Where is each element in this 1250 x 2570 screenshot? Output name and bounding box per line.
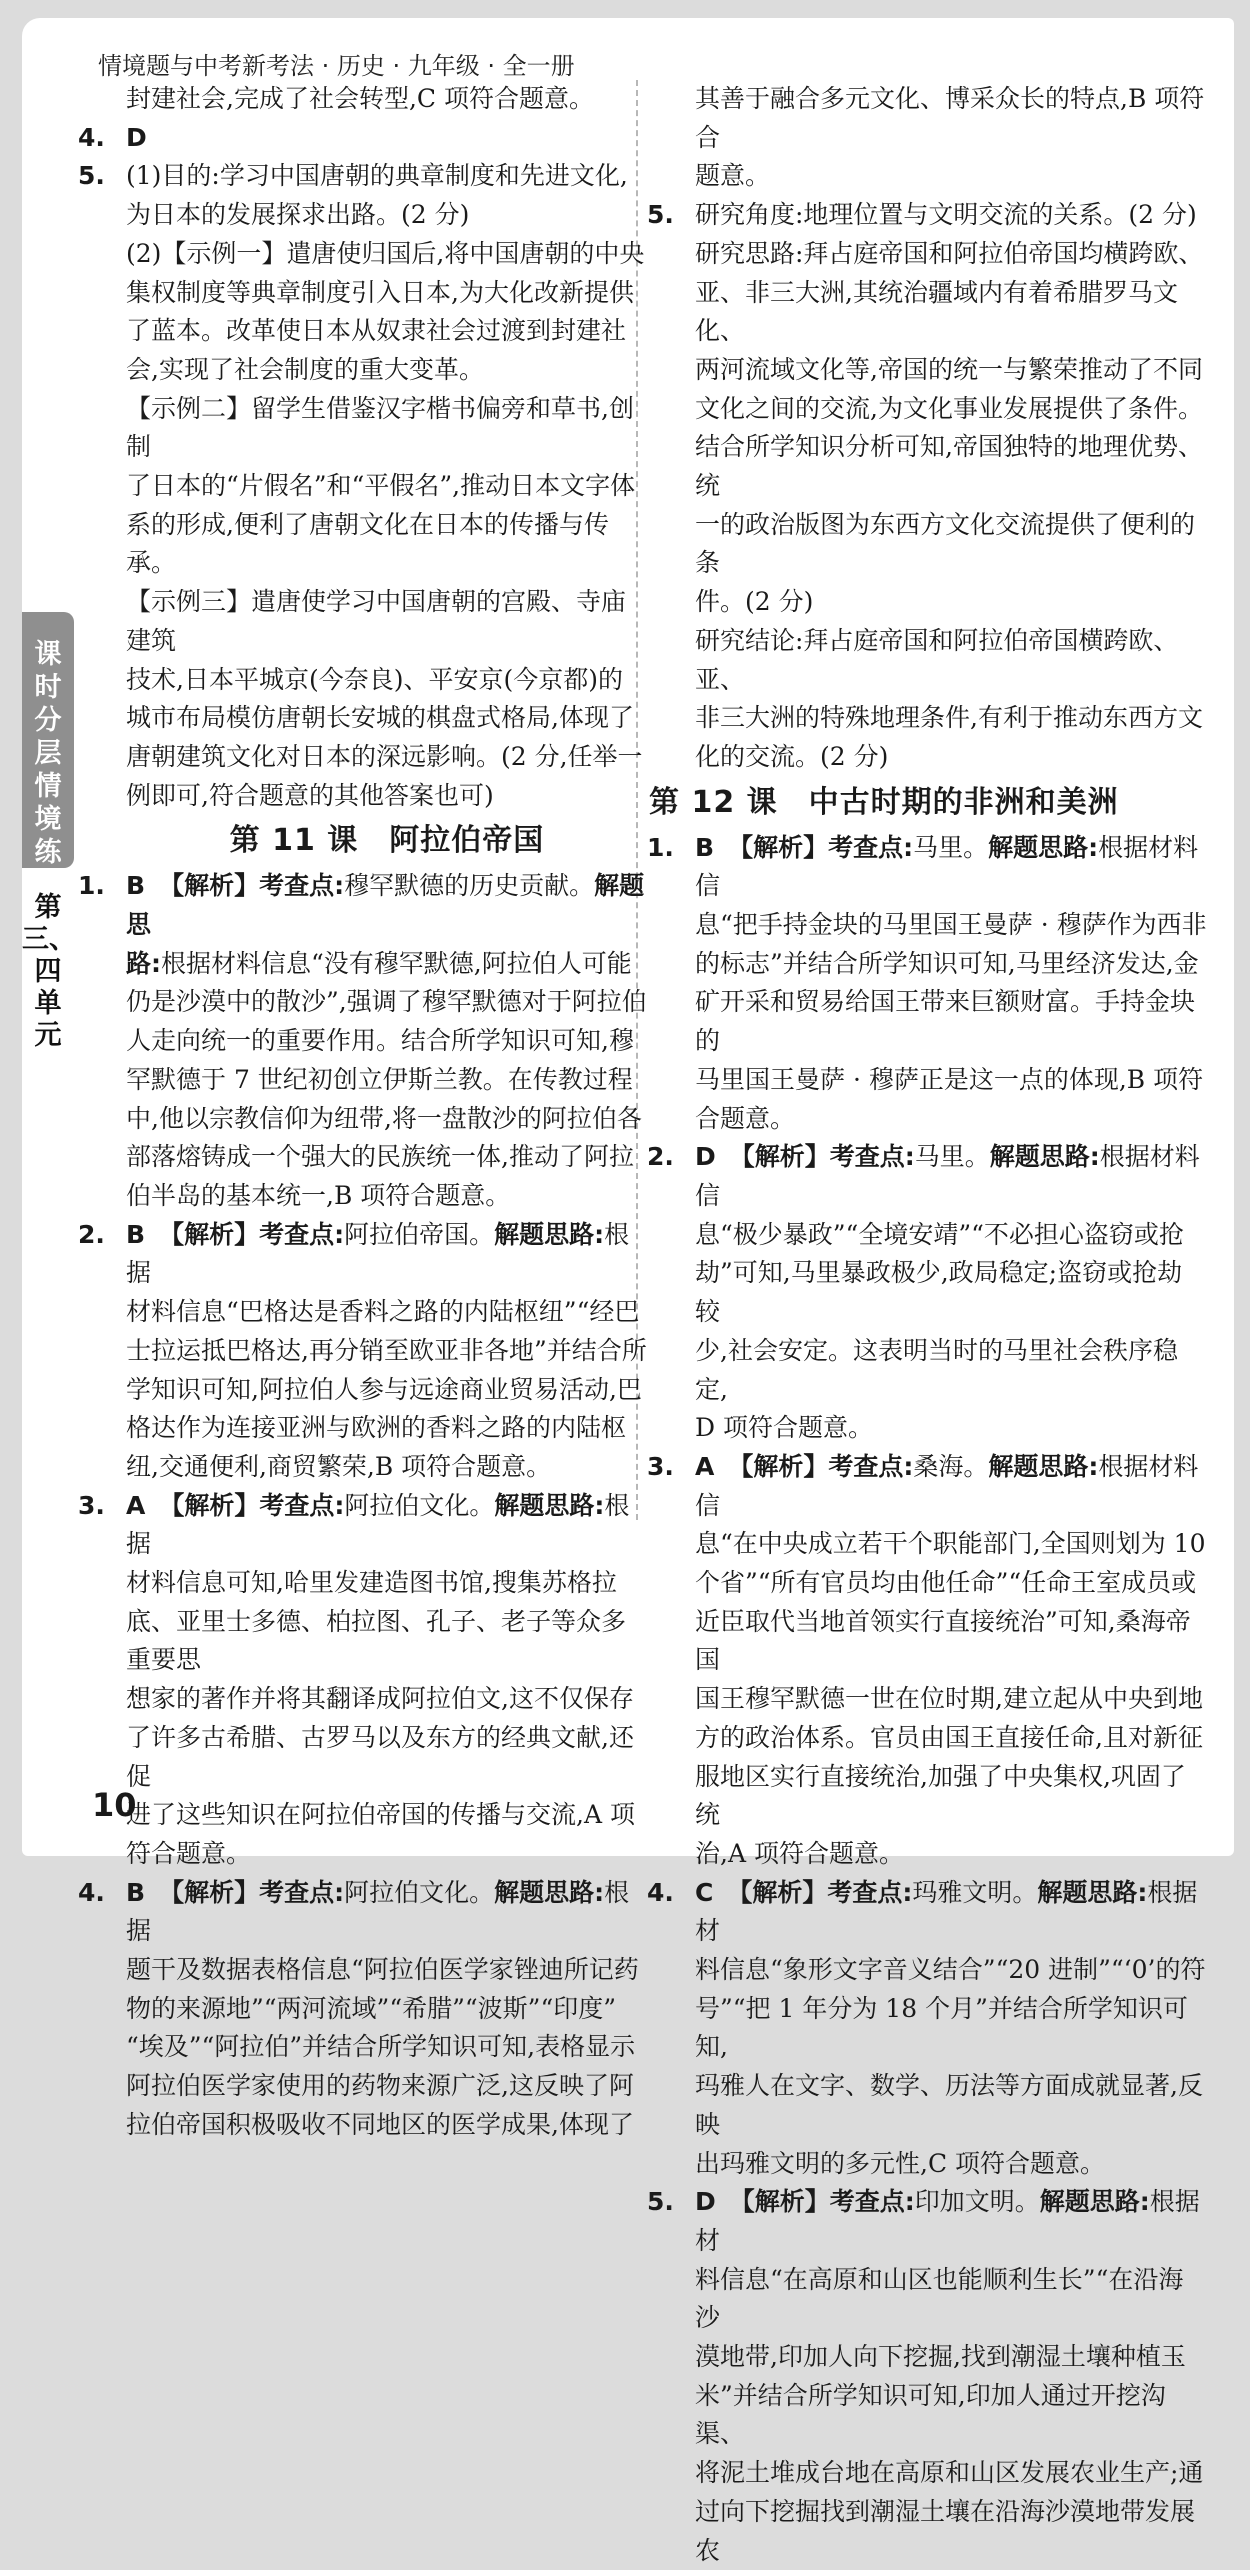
key-label: 解题思 (126, 871, 645, 940)
text-line: 出玛雅文明的多元性,C 项符合题意。 (695, 2148, 1106, 2178)
page-number: 10 (92, 1786, 137, 1824)
text-line: 底、亚里士多德、柏拉图、孔子、老子等众多重要思 (126, 1606, 627, 1675)
text-line: 研究角度:地理位置与文明交流的关系。(2 分) (695, 200, 1197, 230)
lesson-title: 第 12 课 中古时期的非洲和美洲 (649, 784, 1119, 820)
analysis-tag: 【解析】 (159, 1219, 260, 1249)
analysis-tag: 【解析】 (728, 832, 829, 862)
text-line: 结合所学知识分析可知,帝国独特的地理优势、统 (695, 432, 1203, 501)
text-line: 封建社会,完成了社会转型,C 项符合题意。 (126, 84, 594, 113)
text-line: 人走向统一的重要作用。结合所学知识可知,穆 (126, 1026, 634, 1056)
text-line: 研究结论:拜占庭帝国和阿拉伯帝国横跨欧、亚、 (695, 625, 1179, 694)
answer-item (647, 829, 1207, 1139)
key-label: 考查点: (259, 1219, 345, 1249)
text-line: 息“在中央成立若干个职能部门,全国则划为 10 (695, 1529, 1206, 1559)
analysis-tag: 【解析】 (727, 1877, 828, 1907)
answer-choice: C (695, 1877, 714, 1907)
key-point: 桑海。 (913, 1451, 989, 1481)
lesson-title: 第 11 课 阿拉伯帝国 (229, 823, 545, 859)
analysis-tag: 【解析】 (729, 1142, 830, 1172)
item-number: 5. (78, 161, 105, 191)
text-line: 号”“把 1 年分为 18 个月”并结合所学知识可知, (695, 1993, 1188, 2062)
text-line: 件。(2 分) (695, 587, 814, 617)
text-line: 的标志”并结合所学知识可知,马里经济发达,金 (695, 948, 1199, 978)
analysis-tag: 【解析】 (729, 2187, 830, 2217)
text-span: 根据材 (695, 1877, 1198, 1946)
left-column (78, 80, 648, 2145)
text-line: 近臣取代当地首领实行直接统治”可知,桑海帝国 (695, 1606, 1191, 1675)
text-line: 马里国王曼萨 · 穆萨正是这一点的体现,B 项符 (695, 1064, 1204, 1094)
key-label: 考查点: (259, 1490, 345, 1520)
text-line: 一的政治版图为东西方文化交流提供了便利的条 (695, 509, 1196, 578)
key-label: 解题思路: (494, 1490, 605, 1520)
text-span: 根据 (126, 1490, 630, 1559)
text-line: 城市布局模仿唐朝长安城的棋盘式格局,体现了 (126, 703, 634, 733)
text-line: 技术,日本平城京(今奈良)、平安京(今京都)的 (126, 664, 623, 694)
text-line: 矿开采和贸易给国王带来巨额财富。手持金块的 (695, 987, 1196, 1056)
text-line: 纽,交通便利,商贸繁荣,B 项符合题意。 (126, 1451, 552, 1481)
side-tab-label: 第三、四单元 (22, 892, 76, 1051)
key-label: 解题思路: (494, 1219, 605, 1249)
side-tab-primary (22, 612, 74, 868)
text-line: 个省”“所有官员均由他任命”“任命王室成员或 (695, 1568, 1197, 1598)
answer-item (78, 1874, 648, 2145)
key-label: 解题思路: (988, 1451, 1099, 1481)
key-point: 穆罕默德的历史贡献。 (344, 871, 595, 901)
text-line: 少,社会安定。这表明当时的马里社会秩序稳定, (695, 1335, 1178, 1404)
text-line: 方的政治体系。官员由国王直接任命,且对新征 (695, 1722, 1203, 1752)
answer-choice: A (126, 1490, 146, 1520)
key-label: 解题思路: (989, 1142, 1100, 1172)
text-line: 漠地带,印加人向下挖掘,找到潮湿土壤种植玉 (695, 2342, 1186, 2372)
text-span: 根据材料信 (695, 832, 1199, 901)
answer-item (78, 867, 648, 1215)
answer-choice: B (695, 832, 715, 862)
answer-choice: D (695, 2187, 716, 2217)
text-line: 【示例三】遣唐使学习中国唐朝的宫殿、寺庙建筑 (126, 587, 627, 655)
text-line: 系的形成,便利了唐朝文化在日本的传播与传承。 (126, 509, 609, 578)
analysis-tag: 【解析】 (728, 1451, 829, 1481)
text-line: 符合题意。 (126, 1838, 252, 1868)
text-line: 材料信息可知,哈里发建造图书馆,搜集苏格拉 (126, 1568, 617, 1598)
text-line: 了日本的“片假名”和“平假名”,推动日本文字体 (126, 471, 636, 501)
text-line: 学知识可知,阿拉伯人参与远途商业贸易活动,巴 (126, 1374, 642, 1404)
text-line: 部落熔铸成一个强大的民族统一体,推动了阿拉 (126, 1142, 634, 1172)
key-label: 考查点: (827, 1877, 913, 1907)
item-number: 4. (78, 122, 105, 152)
text-line: 例即可,符合题意的其他答案也可) (126, 780, 494, 810)
text-line: 文化之间的交流,为文化事业发展提供了条件。 (695, 393, 1203, 423)
side-tab-secondary (22, 884, 74, 1094)
text-line: 拉伯帝国积极吸收不同地区的医学成果,体现了 (126, 2109, 634, 2139)
text-line: 料信息“在高原和山区也能顺利生长”“在沿海沙 (695, 2264, 1184, 2333)
text-line: 治,A 项符合题意。 (695, 1838, 904, 1868)
text-span: 根据材料信 (695, 1142, 1200, 1210)
answer-item (78, 1216, 648, 1487)
item-number: 3. (647, 1451, 674, 1481)
text-line: 两河流域文化等,帝国的统一与繁荣推动了不同 (695, 354, 1203, 384)
key-label: 考查点: (259, 871, 345, 901)
text-line: 进了这些知识在阿拉伯帝国的传播与交流,A 项 (126, 1800, 635, 1830)
text-line: 劫”可知,马里暴政极少,政局稳定;盗窃或抢劫较 (695, 1258, 1183, 1327)
answer-item (78, 157, 648, 815)
analysis-tag: 【解析】 (159, 1490, 260, 1520)
key-point: 阿拉伯文化。 (344, 1490, 495, 1520)
item-number: 4. (647, 1877, 674, 1907)
text-line: 题意。 (695, 161, 771, 191)
text-line: 士拉运抵巴格达,再分销至欧亚非各地”并结合所 (126, 1335, 647, 1365)
text-line: 了许多古希腊、古罗马以及东方的经典文献,还促 (126, 1722, 634, 1791)
text-line: 阿拉伯医学家使用的药物来源广泛,这反映了阿 (126, 2071, 634, 2101)
answer-choice: D (126, 122, 147, 152)
text-line: 亚、非三大洲,其统治疆域内有着希腊罗马文化、 (695, 277, 1178, 346)
text-line: 息“把手持金块的马里国王曼萨 · 穆萨作为西非 (695, 910, 1207, 940)
key-label: 考查点: (828, 832, 914, 862)
answer-item (78, 1487, 648, 1874)
text-line: 合题意。 (695, 1103, 796, 1133)
text-line: 罕默德于 7 世纪初创立伊斯兰教。在传教过程 (126, 1064, 633, 1094)
text-span: 根据材料信 (695, 1451, 1199, 1520)
analysis-tag: 【解析】 (159, 871, 260, 901)
key-point: 马里。 (914, 1142, 990, 1172)
item-number: 5. (647, 2187, 674, 2217)
item-number: 4. (78, 1877, 105, 1907)
text-line: 玛雅人在文字、数学、历法等方面成就显著,反映 (695, 2071, 1203, 2139)
item-number: 1. (78, 871, 105, 901)
item-number: 3. (78, 1490, 105, 1520)
text-line: 研究思路:拜占庭帝国和阿拉伯帝国均横跨欧、 (695, 238, 1204, 268)
text-span: 根据 (126, 1877, 630, 1946)
text-line: 材料信息“巴格达是香料之路的内陆枢纽”“经巴 (126, 1297, 640, 1327)
answer-choice: B (126, 871, 146, 901)
key-point: 印加文明。 (914, 2187, 1040, 2217)
text-line: 想家的著作并将其翻译成阿拉伯文,这不仅保存 (126, 1684, 634, 1714)
key-label: 考查点: (829, 1142, 915, 1172)
key-label: 解题思路: (494, 1877, 605, 1907)
text-line: 唐朝建筑文化对日本的深远影响。(2 分,任举一 (126, 741, 643, 771)
key-label: 解题思路: (1039, 2187, 1150, 2217)
analysis-tag: 【解析】 (159, 1877, 260, 1907)
text-line: 为日本的发展探求出路。(2 分) (126, 200, 470, 230)
text-line: 集权制度等典章制度引入日本,为大化改新提供 (126, 277, 634, 307)
answer-choice: B (126, 1877, 146, 1907)
text-line: 中,他以宗教信仰为纽带,将一盘散沙的阿拉伯各 (126, 1103, 642, 1133)
text-line: 【示例二】留学生借鉴汉字楷书偏旁和草书,创制 (126, 393, 634, 462)
text-line: 仍是沙漠中的散沙”,强调了穆罕默德对于阿拉伯 (126, 987, 647, 1017)
text-line: 题干及数据表格信息“阿拉伯医学家锉迪所记药 (126, 1955, 639, 1985)
text-line: 了蓝本。改革使日本从奴隶社会过渡到封建社 (126, 316, 627, 346)
item-number: 2. (647, 1142, 674, 1172)
right-column (647, 80, 1207, 2570)
text-line: 国王穆罕默德一世在位时期,建立起从中央到地 (695, 1684, 1203, 1714)
text-line: 伯半岛的基本统一,B 项符合题意。 (126, 1180, 511, 1210)
answer-item (647, 1448, 1207, 1874)
text-line: (1)目的:学习中国唐朝的典章制度和先进文化, (126, 161, 628, 191)
text-line: 服地区实行直接统治,加强了中央集权,巩固了统 (695, 1761, 1186, 1830)
answer-choice: D (695, 1142, 716, 1172)
key-point: 阿拉伯文化。 (344, 1877, 495, 1907)
text-line: D 项符合题意。 (695, 1413, 873, 1443)
text-span: 根据材料信息“没有穆罕默德,阿拉伯人可能 (161, 948, 632, 978)
key-label: 路: (126, 948, 161, 978)
text-line: 米”并结合所学知识可知,印加人通过开挖沟渠、 (695, 2380, 1166, 2449)
item-number: 2. (78, 1219, 105, 1249)
text-span: 根据 (126, 1219, 630, 1288)
answer-item (78, 119, 648, 158)
text-line: 非三大洲的特殊地理条件,有利于推动东西方文 (695, 703, 1203, 733)
page (22, 18, 1234, 2565)
answer-item (647, 196, 1207, 777)
key-point: 玛雅文明。 (912, 1877, 1038, 1907)
answer-choice: A (695, 1451, 715, 1481)
text-line: 料信息“象形文字音义结合”“20 进制”“‘0’的符 (695, 1955, 1206, 1985)
key-point: 马里。 (913, 832, 989, 862)
item-number: 5. (647, 200, 674, 230)
key-label: 解题思路: (1037, 1877, 1148, 1907)
item-number: 1. (647, 832, 674, 862)
key-label: 解题思路: (988, 832, 1099, 862)
running-header: 情境题与中考新考法 · 历史 · 九年级 · 全一册 (98, 52, 575, 80)
answer-item (647, 2183, 1207, 2570)
side-tab-label: 课时分层情境练 (34, 639, 62, 868)
text-line: 物的来源地”“两河流域”“希腊”“波斯”“印度” (126, 1993, 617, 2023)
answer-choice: B (126, 1219, 146, 1249)
text-line: 其善于融合多元文化、博采众长的特点,B 项符合 (695, 84, 1205, 152)
key-label: 考查点: (829, 2187, 915, 2217)
text-line: 格达作为连接亚洲与欧洲的香料之路的内陆枢 (126, 1413, 627, 1443)
answer-item (647, 1138, 1207, 1448)
text-line: “埃及”“阿拉伯”并结合所学知识可知,表格显示 (126, 2032, 636, 2062)
text-line: (2)【示例一】遣唐使归国后,将中国唐朝的中央 (126, 238, 645, 268)
text-line: 过向下挖掘找到潮湿土壤在沿海沙漠地带发展农 (695, 2496, 1196, 2565)
text-line: 将泥土堆成台地在高原和山区发展农业生产;通 (695, 2458, 1204, 2488)
answer-item (647, 1874, 1207, 2184)
key-label: 考查点: (828, 1451, 914, 1481)
text-line: 化的交流。(2 分) (695, 741, 889, 771)
text-line: 息“极少暴政”“全境安靖”“不必担心盗窃或抢 (695, 1219, 1184, 1249)
text-span: 根据材 (695, 2187, 1200, 2255)
key-point: 阿拉伯帝国。 (344, 1219, 495, 1249)
text-line: 会,实现了社会制度的重大变革。 (126, 354, 484, 384)
key-label: 考查点: (259, 1877, 345, 1907)
